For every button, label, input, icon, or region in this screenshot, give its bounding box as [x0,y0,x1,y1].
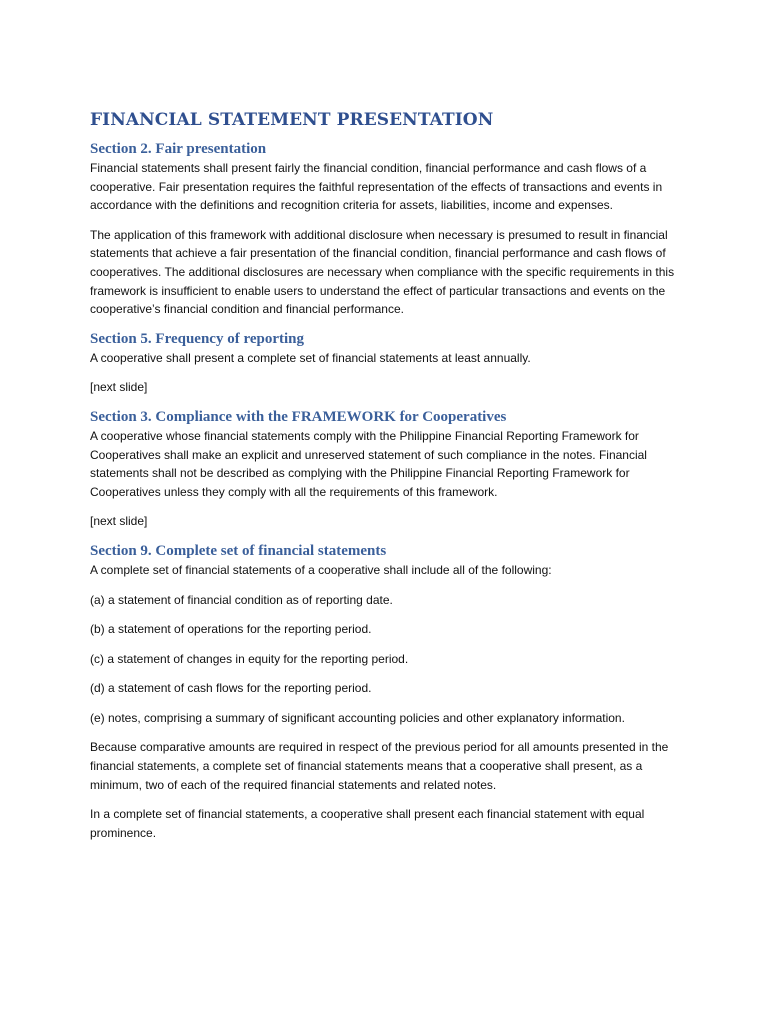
paragraph: In a complete set of financial statements, a cooperative shall present each financial statement with equal prominence. [90,807,645,840]
paragraph: A cooperative whose financial statements comply with the Philippine Financial Reporting Framework for Cooperatives shall make an explicit and unreserved statement of such compliance in the notes. Financial statements shall not be described as complying with the Philippine Financial Reporting Framework for Cooperatives unless they comply with all the requirements of this framework. [90,428,647,499]
next-slide-marker: [next slide] [90,380,148,395]
section-complete-set [90,542,680,843]
section-heading: Section 2. Fair presentation [90,141,267,157]
list-item: (c) a statement of changes in equity for the reporting period. [90,651,409,666]
section-heading: Section 3. Compliance with the FRAMEWORK for Cooperatives [90,408,507,425]
list-item: (d) a statement of cash flows for the reporting period. [90,681,372,696]
page-title: FINANCIAL STATEMENT PRESENTATION [90,110,494,130]
document-body [90,108,680,853]
list-item: (b) a statement of operations for the reporting period. [90,622,372,637]
section-frequency-of-reporting [90,330,680,397]
paragraph: Financial statements shall present fairly the financial condition, financial performance and cash flows of a cooperative. Fair presentation requires the faithful representation of the effects of transactions and events in accordance with the definitions and recognition criteria for assets, liabilities, income and expenses. [90,161,663,213]
paragraph: Because comparative amounts are required in respect of the previous period for all amounts presented in the financial statements, a complete set of financial statements means that a cooperative shall present, as a minimum, two of each of the required financial statements and related notes. [90,740,669,792]
paragraph: A complete set of financial statements of a cooperative shall include all of the following: [90,562,552,577]
next-slide-marker: [next slide] [90,514,148,529]
paragraph: The application of this framework with additional disclosure when necessary is presumed to result in financial statements that achieve a fair presentation of the financial condition, financial performance and cash flows of cooperatives. The additional disclosures are necessary when compliance with the specific requirements in this framework is insufficient to enable users to understand the effect of particular transactions and events on the cooperative’s financial condition and financial performance. [90,227,675,317]
list-item: (a) a statement of financial condition as of reporting date. [90,592,393,607]
list-item: (e) notes, comprising a summary of significant accounting policies and other explanatory information. [90,710,625,725]
section-fair-presentation [90,140,680,319]
section-heading: Section 9. Complete set of financial statements [90,542,387,559]
paragraph: A cooperative shall present a complete set of financial statements at least annually. [90,350,531,365]
section-compliance [90,408,680,531]
section-heading: Section 5. Frequency of reporting [90,330,305,347]
